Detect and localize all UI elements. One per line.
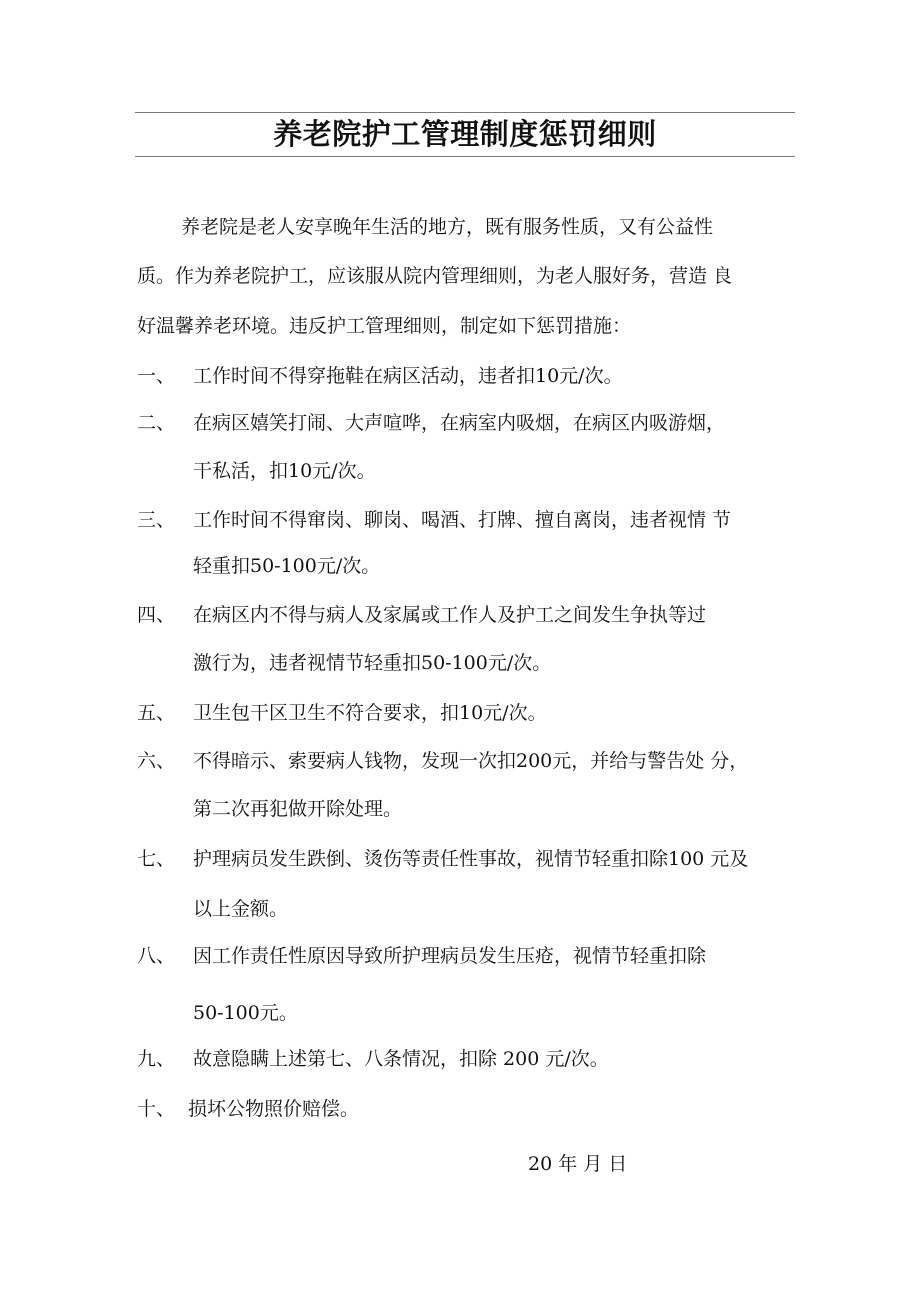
item-text: 损坏公物照价赔偿。 bbox=[188, 1098, 360, 1120]
item-number: 八、 bbox=[137, 945, 176, 967]
item-number: 五、 bbox=[137, 702, 176, 724]
item-text: 50-100元。 bbox=[193, 1002, 298, 1024]
item-text: 在病区内不得与病人及家属或工作人及护工之间发生争执等过 bbox=[193, 604, 707, 626]
item-number: 三、 bbox=[137, 509, 176, 531]
item-text: 轻重扣50-100元/次。 bbox=[193, 555, 381, 577]
intro-line: 质。作为养老院护工，应该服从院内管理细则，为老人服好务，营造 良 bbox=[137, 265, 733, 287]
item-number: 四、 bbox=[137, 604, 176, 626]
item-text: 卫生包干区卫生不符合要求，扣10元/次。 bbox=[193, 702, 547, 724]
item-text: 工作时间不得穿拖鞋在病区活动，违者扣10元/次。 bbox=[193, 365, 623, 387]
date-line: 20 年 月 日 bbox=[528, 1153, 628, 1175]
item-number: 六、 bbox=[137, 750, 176, 772]
item-number: 一、 bbox=[137, 365, 176, 387]
item-text: 干私活，扣10元/次。 bbox=[193, 460, 376, 482]
item-text: 因工作责任性原因导致所护理病员发生压疮，视情节轻重扣除 bbox=[193, 945, 707, 967]
item-text: 故意隐瞒上述第七、八条情况，扣除 200 元/次。 bbox=[193, 1048, 609, 1070]
item-number: 二、 bbox=[137, 412, 176, 434]
item-number: 十、 bbox=[137, 1098, 176, 1120]
item-text: 第二次再犯做开除处理。 bbox=[193, 798, 403, 820]
item-text: 不得暗示、索要病人钱物，发现一次扣200元，并给与警告处 分， bbox=[193, 750, 749, 772]
item-text: 工作时间不得窜岗、聊岗、喝酒、打牌、擅自离岗，违者视情 节 bbox=[193, 509, 732, 531]
intro-line: 养老院是老人安享晚年生活的地方，既有服务性质，又有公益性 bbox=[181, 216, 714, 238]
title-rule-bottom bbox=[135, 156, 795, 157]
item-number: 九、 bbox=[137, 1048, 176, 1070]
item-text: 护理病员发生跌倒、烫伤等责任性事故，视情节轻重扣除100 元及 bbox=[193, 848, 749, 870]
item-text: 在病区嬉笑打闹、大声喧哗，在病室内吸烟，在病区内吸游烟， bbox=[193, 412, 726, 434]
item-text: 以上金额。 bbox=[193, 898, 289, 920]
intro-line: 好温馨养老环境。违反护工管理细则，制定如下惩罚措施： bbox=[137, 315, 632, 337]
item-text: 激行为，违者视情节轻重扣50-100元/次。 bbox=[193, 652, 552, 674]
title-rule-top bbox=[135, 112, 795, 113]
item-number: 七、 bbox=[137, 848, 176, 870]
document-title: 养老院护工管理制度惩罚细则 bbox=[273, 117, 657, 151]
